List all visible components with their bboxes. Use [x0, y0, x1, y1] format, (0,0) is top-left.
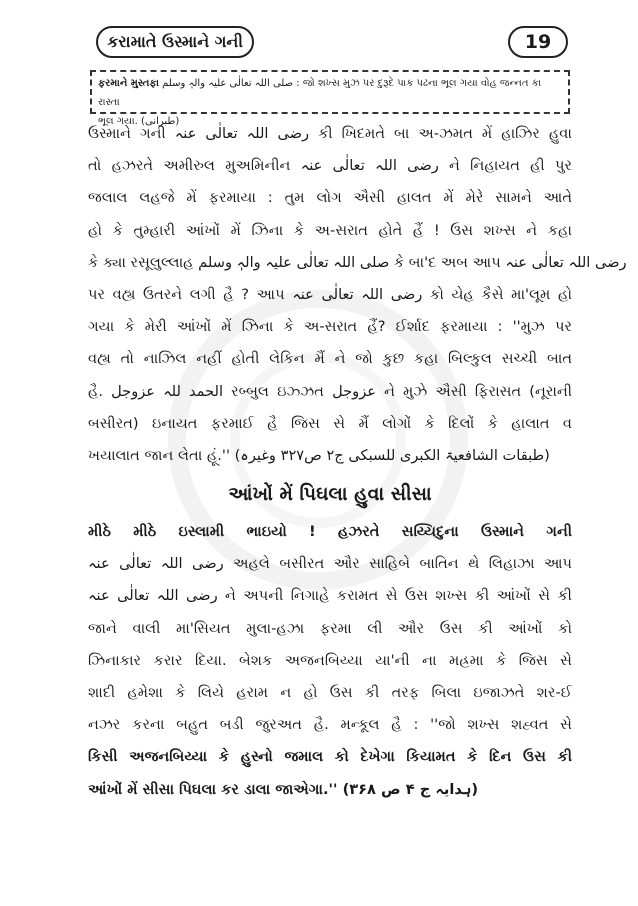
body-line: હૈ. الحمد للہ عزوجل રબ્બુલ ઇઝ્ઝત عزوجل ને મુઝે ઐસી ફિરાસત (નૂરાની — [88, 382, 573, 400]
page-number: 19 — [508, 26, 568, 58]
body-line: رضی اللہ تعالٰی عنہ ને અપની નિગાહે કરામત સે ઉસ શખ્સ કી આંખોં સે કી — [88, 587, 572, 605]
hadith-label: ફરમાને મુસ્તફા — [98, 78, 159, 89]
hadith-text-2: ભૂલ ગયા. — [98, 116, 138, 127]
section-heading: આંખોં મેં પિઘલા હુવા સીસા — [228, 483, 432, 506]
body-line: વહ્ય તો નાઝિલ નહીં હોતી લેકિન મૈં ને જો કુછ કહા બિલ્કુલ સચ્ચી બાત — [88, 350, 572, 368]
body-line: તો હઝરતે અમીરુલ મુઅમિનીન رضی اللہ تعالٰی عنہ ને નિહાયત હી પુર — [88, 157, 572, 175]
hadith-box — [90, 70, 570, 127]
hadith-text: : જો શખ્સ મુઝ પર દુરૂદે પાક પઢના ભૂલ ગયા વોહ જન્નત કા રાસ્તા — [98, 78, 542, 108]
body-line: શાદી હમેશા કે લિયે હરામ ન હો ઉસ કી તરફ બિલા ઇજાઝતે શર-ઈ — [88, 684, 572, 701]
body-line: નઝર કરના બહુત બડી જુરઅત હૈ. મન્કૂલ હૈ : ''જો શખ્સ શહ્વત સે — [88, 716, 572, 734]
body-line: મીઠે મીઠે ઇસ્લામી ભાઇયો ! હઝરતે સય્યિદુના ઉસ્માને ગની — [88, 523, 572, 541]
body-line: કે ક્યા રસૂલુલ્લાહ صلی اللہ تعالٰی علیہ والہٖ وسلم કે બા'દ અબ આપ رضی اللہ تعالٰی عنہ — [88, 253, 627, 271]
body-line: ખયાલાત જાન લેતા હૂં.'' (طبقات الشافعیۃ الکبری للسبکی ج۲ ص۳۲۷ وغیرہ) — [88, 446, 550, 464]
body-line: બસીરત) ઇનાયત ફરમાઈ હૈ જિસ સે મૈં લોગોં કે દિલોં કે હાલાત વ — [88, 414, 572, 432]
body-line: કિસી અજનબિય્યા કે હુસ્નો જમાલ કો દેખેગા કિયામત કે દિન ઉસ કી — [88, 748, 572, 766]
body-text — [88, 118, 627, 806]
body-line: ગયા કે મેરી આંખોં મેં ઝિના કે અ-સરાત હૈં? ઈર્શાદ ફરમાયા : ''મુઝ પર — [88, 318, 572, 336]
chapter-title: કરામાતે ઉસ્માને ગની — [96, 26, 254, 58]
body-line: જલાલ લહજે મેં ફરમાયા : તુમ લોગ ઐસી હાલત મેં મેરે સામને આતે — [88, 189, 572, 207]
body-line: જાને વાલી મા'સિયત મુલા-હઝા ફરમા લી ઔર ઉસ કી આંખોં કો — [88, 619, 572, 637]
hadith-reference: (طبرانی) — [141, 116, 180, 127]
hadith-line-1 — [98, 74, 562, 112]
hadith-honorific: صلی اللہ تعالٰی علیہ والہٖ وسلم — [162, 78, 294, 89]
body-line: આંખોં મેં સીસા પિઘલા કર ડાલા જાએગા.'' (ہدایہ ج ۴ ص ۳۶۸) — [88, 780, 479, 798]
body-line: ઝિનાકાર કરાર દિયા. બેશક અજનબિય્યા યા'ની ના મહ્રમા કે જિસ સે — [88, 651, 572, 669]
body-line: رضی اللہ تعالٰی عنہ અહલે બસીરત ઔર સાહિબે બાતિન થે લિહાઝા આપ — [88, 555, 572, 573]
body-line: પર વહ્ય ઉતરને લગી હૈ ? આપ رضی اللہ تعالٰی عنہ કો યેહ કૈસે મા'લૂમ હો — [88, 285, 572, 303]
body-line: ઉસ્માને ગની رضی اللہ تعالٰی عنہ કી ખિદમતે બા અ-ઝમત મેં હાઝિર હુવા — [88, 125, 572, 142]
body-line: હો કે તુમ્હારી આંખોં મેં ઝિના કે અ-સરાત હોતે હૈં ! ઉસ શખ્સ ને કહા — [88, 221, 572, 239]
